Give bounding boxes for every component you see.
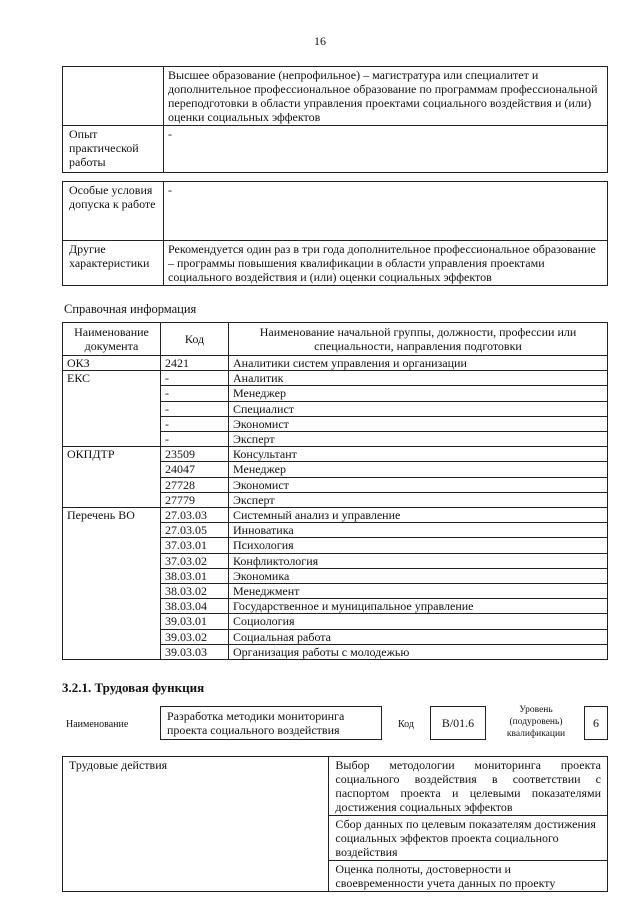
header-document: Наименование документа <box>63 323 161 356</box>
name-cell: Конфликтология <box>229 553 608 568</box>
code-cell: - <box>161 416 229 431</box>
name-cell: Экономист <box>229 477 608 492</box>
code-cell: 24047 <box>161 462 229 477</box>
name-label: Наименование <box>66 719 129 730</box>
code-cell: 2421 <box>161 356 229 371</box>
name-cell: Менеджмент <box>229 584 608 599</box>
name-cell: Менеджер <box>229 462 608 477</box>
labor-function-code: B/01.6 <box>430 706 486 740</box>
labor-actions-table <box>62 756 608 892</box>
reference-table <box>62 322 608 660</box>
header-name: Наименование начальной группы, должности, профессии или специальности, направления подготовки <box>229 323 608 356</box>
name-cell: Аналитик <box>229 371 608 386</box>
code-cell: 37.03.02 <box>161 553 229 568</box>
code-cell: - <box>161 432 229 447</box>
header-code: Код <box>161 323 229 356</box>
conditions-table <box>62 181 608 286</box>
code-cell: 27728 <box>161 477 229 492</box>
special-conditions-value: - <box>164 182 608 241</box>
qualification-level: 6 <box>584 706 608 740</box>
code-cell: - <box>161 401 229 416</box>
labor-action-item: Сбор данных по целевым показателям достижения социальных эффектов проекта социального воздействия <box>329 816 608 861</box>
code-cell: 27.03.03 <box>161 508 229 523</box>
table-row <box>63 757 608 816</box>
table-row <box>63 67 608 126</box>
name-cell: Социология <box>229 614 608 629</box>
requirements-label <box>63 67 164 126</box>
experience-value: - <box>164 126 608 173</box>
code-cell: 39.03.03 <box>161 644 229 659</box>
name-cell: Социальная работа <box>229 629 608 644</box>
labor-action-item: Выбор методологии мониторинга проекта социального воздействия в соответствии с паспортом проекта и целевыми показателями достижения социальных эффектов <box>329 757 608 816</box>
table-row <box>63 126 608 173</box>
name-cell: Менеджер <box>229 386 608 401</box>
requirements-value: Высшее образование (непрофильное) – магистратура или специалитет и дополнительное профессиональное образование по программам профессиональной переподготовки в области управления проектами социального воздействия и (или) оценки социальных эффектов <box>164 67 608 126</box>
code-cell: - <box>161 386 229 401</box>
document-name: ОКПДТР <box>63 447 161 508</box>
reference-title: Справочная информация <box>64 302 197 316</box>
level-label: Уровень (подуровень) квалификации <box>506 705 566 739</box>
labor-actions-label: Трудовые действия <box>63 757 329 892</box>
code-cell: 27779 <box>161 492 229 507</box>
name-cell: Экономист <box>229 416 608 431</box>
table-row <box>63 371 608 386</box>
code-cell: 27.03.05 <box>161 523 229 538</box>
reference-header-row <box>63 323 608 356</box>
name-cell: Эксперт <box>229 432 608 447</box>
name-cell: Аналитики систем управления и организации <box>229 356 608 371</box>
table-row <box>63 356 608 371</box>
other-characteristics-value: Рекомендуется один раз в три года дополнительное профессиональное образование – программы повышения квалификации в области управления проектами социального воздействия и (или) оценки социальных эффектов <box>164 241 608 286</box>
name-cell: Государственное и муниципальное управление <box>229 599 608 614</box>
code-cell: 23509 <box>161 447 229 462</box>
name-cell: Инноватика <box>229 523 608 538</box>
name-cell: Эксперт <box>229 492 608 507</box>
name-cell: Психология <box>229 538 608 553</box>
name-cell: Экономика <box>229 568 608 583</box>
code-cell: 39.03.02 <box>161 629 229 644</box>
special-conditions-label: Особые условия допуска к работе <box>63 182 164 241</box>
code-cell: 38.03.01 <box>161 568 229 583</box>
table-row <box>63 241 608 286</box>
name-cell: Системный анализ и управление <box>229 508 608 523</box>
reference-body <box>63 356 608 660</box>
document-name: Перечень ВО <box>63 508 161 660</box>
section-title: 3.2.1. Трудовая функция <box>62 680 205 695</box>
name-cell: Консультант <box>229 447 608 462</box>
page-number: 16 <box>314 34 326 48</box>
code-cell: - <box>161 371 229 386</box>
document-name: ЕКС <box>63 371 161 447</box>
labor-function-name: Разработка методики мониторинга проекта социального воздействия <box>160 706 382 740</box>
labor-action-item: Оценка полноты, достоверности и своевременности учета данных по проекту <box>329 861 608 892</box>
table-row <box>63 182 608 241</box>
other-characteristics-label: Другие характеристики <box>63 241 164 286</box>
document-name: ОКЗ <box>63 356 161 371</box>
requirements-table <box>62 66 608 173</box>
code-cell: 39.03.01 <box>161 614 229 629</box>
code-cell: 38.03.02 <box>161 584 229 599</box>
code-cell: 37.03.01 <box>161 538 229 553</box>
name-cell: Организация работы с молодежью <box>229 644 608 659</box>
code-label: Код <box>398 719 414 730</box>
name-cell: Специалист <box>229 401 608 416</box>
code-cell: 38.03.04 <box>161 599 229 614</box>
experience-label: Опыт практической работы <box>63 126 164 173</box>
table-row <box>63 447 608 462</box>
table-row <box>63 508 608 523</box>
